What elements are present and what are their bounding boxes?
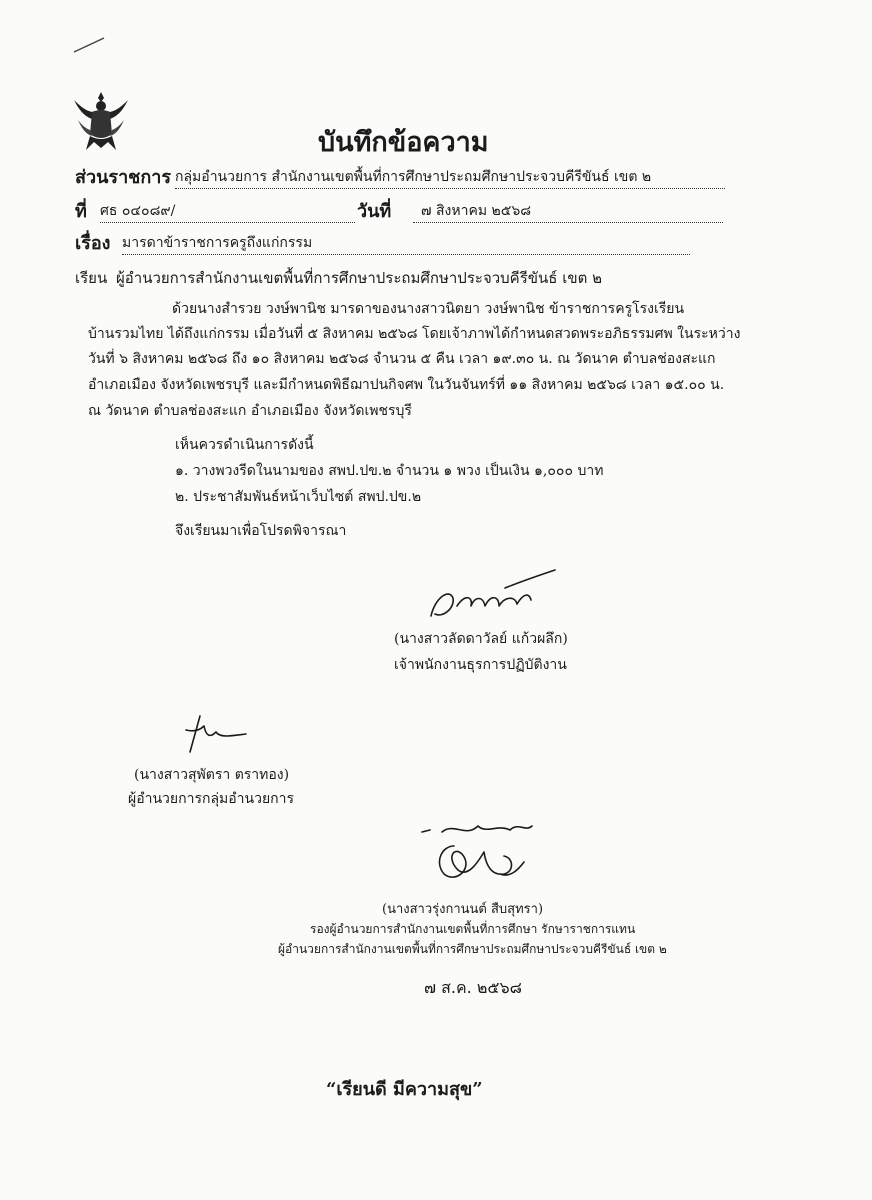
body-line-1: ด้วยนางสำรวย วงษ์พานิช มารดาของนางสาวนิตยา วงษ์พานิช ข้าราชการครูโรงเรียน <box>172 301 685 317</box>
deputy-position-2: ผู้อำนวยการสำนักงานเขตพื้นที่การศึกษาประถมศึกษาประจวบคีรีขันธ์ เขต ๒ <box>278 942 667 956</box>
agency-label: ส่วนราชการ <box>75 167 172 188</box>
proposal-intro: เห็นควรดำเนินการดังนี้ <box>175 437 314 453</box>
deputy-position-1: รองผู้อำนวยการสำนักงานเขตพื้นที่การศึกษา รักษาราชการแทน <box>310 922 636 936</box>
proposal-item-1: ๑. วางพวงรีดในนามของ สพป.ปข.๒ จำนวน ๑ พวง เป็นเงิน ๑,๐๐๐ บาท <box>175 463 604 479</box>
subject-value: มารดาข้าราชการครูถึงแก่กรรม <box>122 232 690 255</box>
proposal-item-2: ๒. ประชาสัมพันธ์หน้าเว็บไซต์ สพป.ปข.๒ <box>175 489 422 505</box>
ref-label: ที่ <box>75 201 87 222</box>
officer-signature <box>425 566 560 626</box>
deputy-signature <box>414 818 554 890</box>
deputy-sign-date: ๗ ส.ค. ๒๕๖๘ <box>424 978 522 997</box>
officer-name: (นางสาวลัดดาวัลย์ แก้วผลึก) <box>394 631 568 647</box>
page-title: บันทึกข้อความ <box>318 127 489 158</box>
date-label: วันที่ <box>357 201 392 222</box>
salutation-value: ผู้อำนวยการสำนักงานเขตพื้นที่การศึกษาประถมศึกษาประจวบคีรีขันธ์ เขต ๒ <box>116 269 602 287</box>
body-line-2: บ้านรวมไทย ได้ถึงแก่กรรม เมื่อวันที่ ๕ สิงหาคม ๒๕๖๘ โดยเจ้าภาพได้กำหนดสวดพระอภิธรรมศพ ในระหว่าง <box>88 326 741 342</box>
salutation-label: เรียน <box>75 269 108 287</box>
garuda-emblem-icon <box>72 90 130 152</box>
ref-value: ศธ ๐๔๐๘๙/ <box>100 200 355 223</box>
director-signature <box>170 712 250 756</box>
body-line-4: อำเภอเมือง จังหวัดเพชรบุรี และมีกำหนดพิธีฌาปนกิจศพ ในวันจันทร์ที่ ๑๑ สิงหาคม ๒๕๖๘ เวลา ๑๕.๐๐ น. <box>88 377 725 393</box>
body-line-3: วันที่ ๖ สิงหาคม ๒๕๖๘ ถึง ๑๐ สิงหาคม ๒๕๖๘ จำนวน ๕ คืน เวลา ๑๙.๓๐ น. ณ วัดนาค ตำบลช่องสะแก <box>88 351 716 367</box>
footer-motto: “เรียนดี มีความสุข” <box>326 1079 483 1100</box>
body-line-5: ณ วัดนาค ตำบลช่องสะแก อำเภอเมือง จังหวัดเพชรบุรี <box>88 403 412 419</box>
subject-label: เรื่อง <box>75 233 111 254</box>
officer-position: เจ้าพนักงานธุรการปฏิบัติงาน <box>394 657 567 673</box>
agency-value: กลุ่มอำนวยการ สำนักงานเขตพื้นที่การศึกษาประถมศึกษาประจวบคีรีขันธ์ เขต ๒ <box>175 166 725 189</box>
director-name: (นางสาวสุพัตรา ตราทอง) <box>134 767 290 783</box>
deputy-name: (นางสาวรุ่งกานนต์ สืบสุทรา) <box>382 902 544 917</box>
closing-text: จึงเรียนมาเพื่อโปรดพิจารณา <box>175 523 347 539</box>
date-value: ๗ สิงหาคม ๒๕๖๘ <box>413 200 723 223</box>
pen-mark <box>70 34 110 56</box>
director-position: ผู้อำนวยการกลุ่มอำนวยการ <box>128 791 295 807</box>
